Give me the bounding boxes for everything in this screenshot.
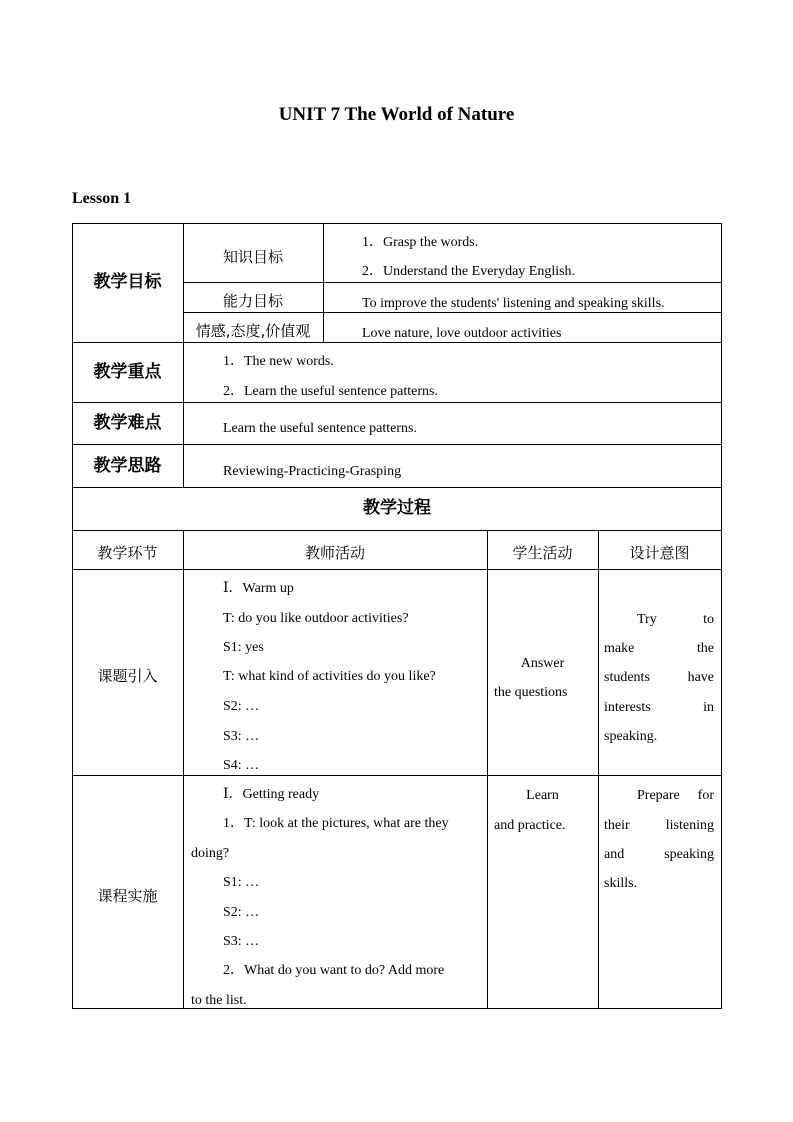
- teacher-line: S3: …: [223, 729, 260, 744]
- knowledge-label: 知识目标: [222, 248, 283, 266]
- key-points-label: 教学重点: [93, 362, 162, 382]
- teacher-line: doing?: [191, 846, 230, 861]
- design-word: have: [687, 670, 714, 685]
- student-line: the questions: [494, 685, 568, 700]
- knowledge-item: 2．Understand the Everyday English.: [362, 264, 576, 279]
- grid-line: [72, 530, 722, 531]
- teacher-line: S2: …: [223, 905, 260, 920]
- header-design: 设计意图: [629, 544, 690, 562]
- ability-text: To improve the students' listening and speaking skills.: [362, 296, 665, 311]
- knowledge-item: 1．Grasp the words.: [362, 235, 479, 250]
- key-point-item: 2．Learn the useful sentence patterns.: [223, 384, 438, 399]
- table-border-top: [72, 223, 722, 224]
- teacher-line: Ⅰ．Getting ready: [223, 787, 320, 802]
- header-teacher: 教师活动: [304, 544, 365, 562]
- teacher-line: S3: …: [223, 934, 260, 949]
- design-word: Try: [637, 612, 657, 627]
- design-word: and: [604, 847, 625, 862]
- design-line: [604, 669, 714, 687]
- design-word: in: [703, 700, 714, 715]
- student-line: and practice.: [494, 818, 566, 833]
- goals-label: 教学目标: [93, 272, 162, 292]
- table-border-bottom: [72, 1008, 722, 1009]
- design-line: [604, 846, 714, 864]
- key-point-item: 1．The new words.: [223, 354, 334, 369]
- student-line: Learn: [526, 788, 559, 803]
- design-line: [604, 699, 714, 717]
- teacher-line: Ⅰ．Warm up: [223, 581, 294, 596]
- design-line: [604, 611, 714, 629]
- design-word: make: [604, 641, 635, 656]
- approach-label: 教学思路: [93, 456, 162, 476]
- teacher-line: S2: …: [223, 699, 260, 714]
- design-word: Prepare: [637, 788, 680, 803]
- design-line: [604, 640, 714, 658]
- table-border-right: [721, 223, 722, 1009]
- grid-line: [183, 530, 184, 1009]
- lesson-heading: Lesson 1: [72, 190, 132, 207]
- grid-line: [183, 282, 722, 283]
- approach-text: Reviewing-Practicing-Grasping: [223, 464, 402, 479]
- header-student: 学生活动: [512, 544, 573, 562]
- design-word: for: [697, 788, 714, 803]
- teacher-line: T: do you like outdoor activities?: [223, 611, 409, 626]
- grid-line: [72, 775, 722, 776]
- grid-line: [72, 487, 722, 488]
- teacher-line: S1: …: [223, 875, 260, 890]
- grid-line: [323, 223, 324, 343]
- difficulties-label: 教学难点: [93, 413, 162, 433]
- design-line: speaking.: [604, 729, 658, 744]
- emotion-text: Love nature, love outdoor activities: [362, 326, 562, 341]
- grid-line: [72, 444, 722, 445]
- emotion-label: 情感,态度,价值观: [195, 322, 311, 340]
- design-line: [604, 787, 714, 805]
- grid-line: [72, 402, 722, 403]
- teacher-line: 2．What do you want to do? Add more: [223, 963, 445, 978]
- teacher-line: 1．T: look at the pictures, what are they: [223, 816, 449, 831]
- design-word: students: [604, 670, 650, 685]
- teacher-line: S4: …: [223, 758, 260, 773]
- stage-label: 课程实施: [97, 887, 158, 905]
- difficulties-text: Learn the useful sentence patterns.: [223, 421, 417, 436]
- design-line: [604, 817, 714, 835]
- student-line: Answer: [520, 656, 565, 671]
- teacher-line: to the list.: [191, 993, 247, 1008]
- design-word: listening: [665, 818, 714, 833]
- header-stage: 教学环节: [97, 544, 158, 562]
- ability-label: 能力目标: [222, 292, 283, 310]
- grid-line: [72, 569, 722, 570]
- grid-line: [487, 530, 488, 1009]
- document-title: UNIT 7 The World of Nature: [278, 104, 515, 125]
- design-line: skills.: [604, 876, 638, 891]
- design-word: the: [696, 641, 714, 656]
- process-title: 教学过程: [363, 498, 431, 518]
- grid-line: [598, 530, 599, 1009]
- stage-label: 课题引入: [97, 667, 158, 685]
- design-word: their: [604, 818, 630, 833]
- design-word: interests: [604, 700, 651, 715]
- teacher-line: S1: yes: [223, 640, 264, 655]
- design-word: speaking: [664, 847, 714, 862]
- teacher-line: T: what kind of activities do you like?: [223, 669, 436, 684]
- design-word: to: [703, 612, 714, 627]
